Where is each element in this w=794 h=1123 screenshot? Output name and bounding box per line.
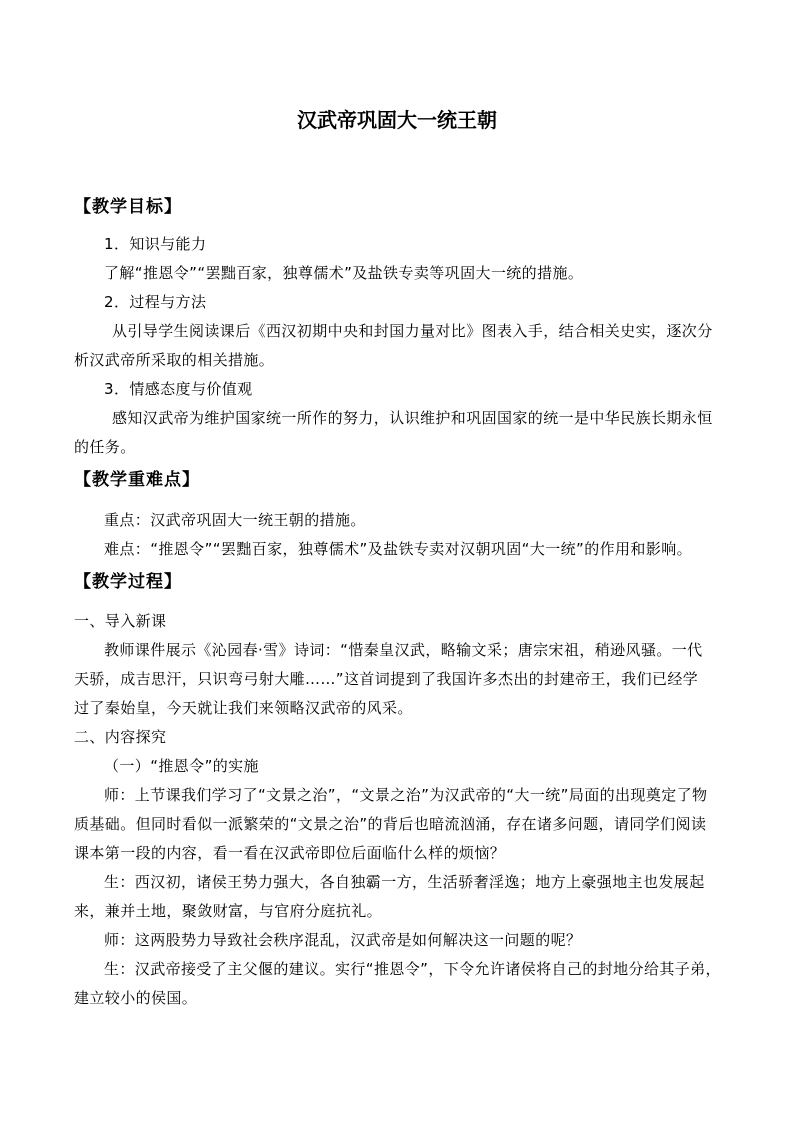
goal-2-text-line1: 从引导学生阅读课后《西汉初期中央和封国力量对比》图表入手，结合相关史实，逐次分 [112, 322, 713, 340]
process-step-1-text-line3: 过了秦始皇，今天就让我们来领略汉武帝的风采。 [74, 699, 413, 717]
student-line-1a: 生：西汉初，诸侯王势力强大，各自独霸一方，生活骄奢淫逸；地方上豪强地主也发展起 [104, 873, 705, 891]
student-line-2b: 建立较小的侯国。 [74, 989, 198, 1007]
section-heading-key-points: 【教学重难点】 [74, 470, 200, 490]
difficult-point-line: 难点：“推恩令”“罢黜百家，独尊儒术”及盐铁专卖对汉朝巩固“大一统”的作用和影响。 [104, 540, 693, 558]
teacher-line-1c: 课本第一段的内容，看一看在汉武帝即位后面临什么样的烦恼？ [74, 844, 506, 862]
document-title: 汉武帝巩固大一统王朝 [297, 108, 497, 132]
goal-3-text-line1: 感知汉武帝为维护国家统一所作的努力，认识维护和巩固国家的统一是中华民族长期永恒 [112, 409, 713, 427]
process-step-1-text-line2: 天骄，成吉思汗，只识弯弓射大雕……”这首词提到了我国许多杰出的封建帝王，我们已经学 [74, 670, 699, 688]
process-step-1-text-line1: 教师课件展示《沁园春·雪》诗词：“惜秦皇汉武，略输文采；唐宗宋祖，稍逊风骚。一代 [104, 641, 703, 659]
process-step-2-heading: 二、内容探究 [74, 728, 167, 746]
goal-3-heading: 3．情感态度与价值观 [104, 380, 253, 398]
teacher-line-1a: 师：上节课我们学习了“文景之治”，“文景之治”为汉武帝的“大一统”局面的出现奠定了物 [104, 786, 708, 804]
section-heading-goals: 【教学目标】 [74, 197, 182, 217]
goal-1-text: 了解“推恩令”“罢黜百家，独尊儒术”及盐铁专卖等巩固大一统的措施。 [104, 264, 584, 282]
goal-1-heading: 1．知识与能力 [104, 235, 207, 253]
section-heading-process: 【教学过程】 [74, 572, 182, 592]
teacher-line-2: 师：这两股势力导致社会秩序混乱，汉武帝是如何解决这一问题的呢？ [104, 931, 582, 949]
goal-3-text-line2: 的任务。 [74, 438, 136, 456]
goal-2-text-line2: 析汉武帝所采取的相关措施。 [74, 351, 275, 369]
goal-2-heading: 2．过程与方法 [104, 293, 207, 311]
student-line-2a: 生：汉武帝接受了主父偃的建议。实行“推恩令”，下令允许诸侯将自己的封地分给其子弟， [104, 960, 721, 978]
key-point-line: 重点：汉武帝巩固大一统王朝的措施。 [104, 511, 366, 529]
student-line-1b: 来，兼并土地，聚敛财富，与官府分庭抗礼。 [74, 902, 383, 920]
process-step-1-heading: 一、导入新课 [74, 612, 167, 630]
process-subsection-heading: （一）“推恩令”的实施 [104, 757, 259, 775]
teacher-line-1b: 质基础。但同时看似一派繁荣的“文景之治”的背后也暗流汹涌，存在诸多问题，请同学们阅读 [74, 815, 707, 833]
